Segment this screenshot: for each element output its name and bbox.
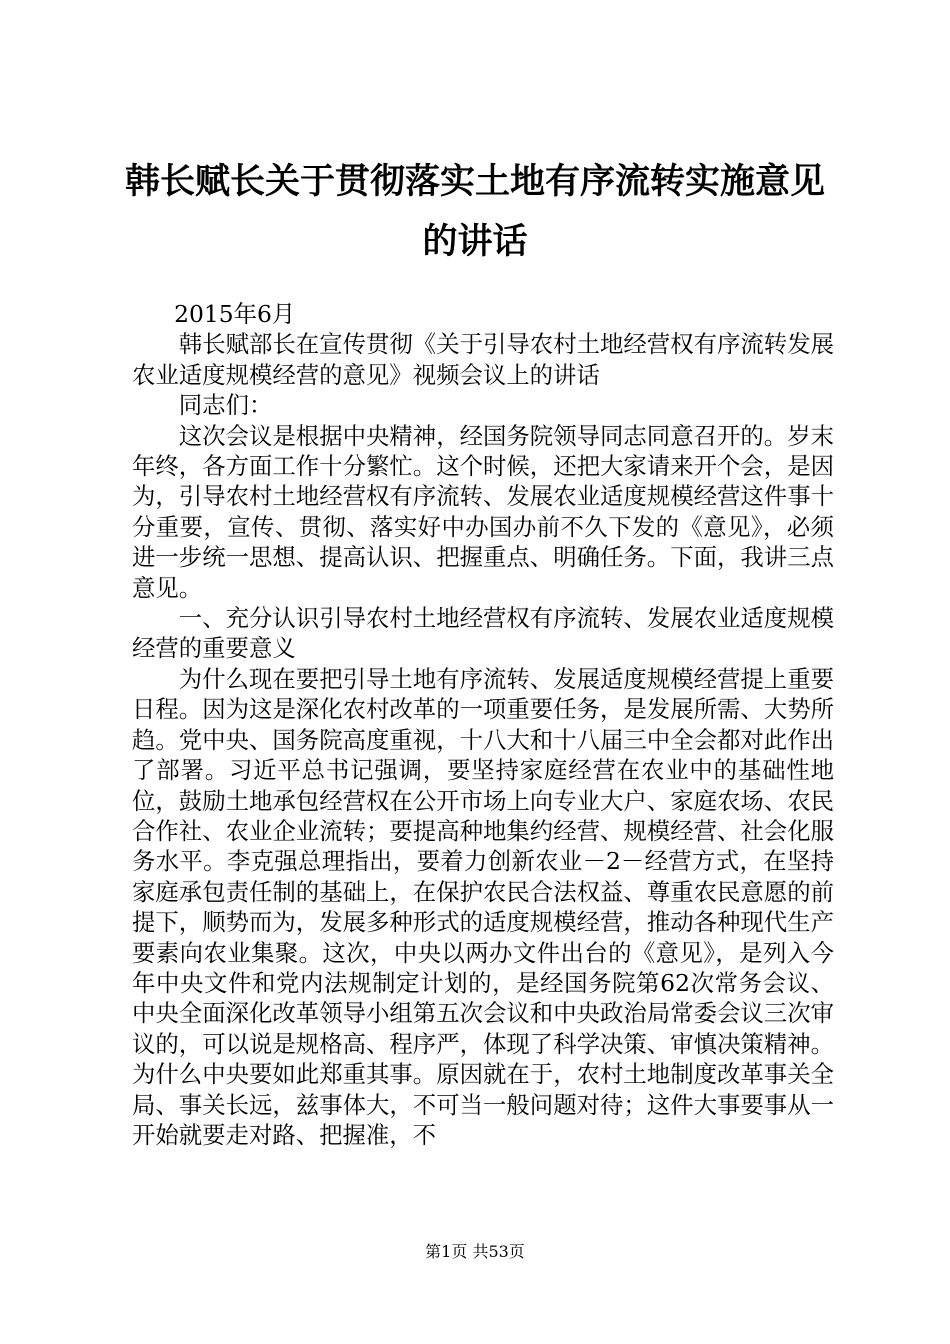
paragraph-intro: 这次会议是根据中央精神，经国务院领导同志同意召开的。岁末年终，各方面工作十分繁忙。这个时候，还把大家请来开个会，是因为，引导农村土地经营权有序流转、发展农业适度规模经营这件事十分重要，宣传、贯彻、落实好中办国办前不久下发的《意见》，必须进一步统一思想、提高认识、把握重点、明确任务。下面，我讲三点意见。: [132, 421, 834, 602]
paragraph-section-1: 为什么现在要把引导土地有序流转、发展适度规模经营提上重要日程。因为这是深化农村改革的一项重要任务，是发展所需、大势所趋。党中央、国务院高度重视，十八大和十八届三中全会都对此作出了部署。习近平总书记强调，要坚持家庭经营在农业中的基础性地位，鼓励土地承包经营权在公开市场上向专业大户、家庭农场、农民合作社、农业企业流转；要提高种地集约经营、规模经营、社会化服务水平。李克强总理指出，要着力创新农业－2－经营方式，在坚持家庭承包责任制的基础上，在保护农民合法权益、尊重农民意愿的前提下，顺势而为，发展多种形式的适度规模经营，推动各种现代生产要素向农业集聚。这次，中央以两办文件出台的《意见》，是列入今年中央文件和党内法规制定计划的，是经国务院第62次常务会议、中央全面深化改革领导小组第五次会议和中央政治局常委会议三次审议的，可以说是规格高、程序严，体现了科学决策、审慎决策精神。为什么中央要如此郑重其事。原因就在于，农村土地制度改革事关全局、事关长远，兹事体大，不可当一般问题对待；这件大事要事从一开始就要走对路、把握准，不: [132, 664, 834, 1149]
document-date: 2015年6月: [174, 300, 296, 328]
document-title-line-1: 韩长赋长关于贯彻落实土地有序流转实施意见: [124, 162, 825, 202]
page-footer: 第1页 共53页: [425, 1242, 525, 1261]
document-subtitle: 韩长赋部长在宣传贯彻《关于引导农村土地经营权有序流转发展农业适度规模经营的意见》视频会议上的讲话: [132, 330, 834, 389]
section-heading-1: 一、充分认识引导农村土地经营权有序流转、发展农业适度规模经营的重要意义: [132, 604, 834, 663]
document-body: [132, 299, 834, 1150]
document-title-line-2: 的讲话: [422, 222, 528, 262]
salutation: 同志们：: [178, 391, 273, 420]
